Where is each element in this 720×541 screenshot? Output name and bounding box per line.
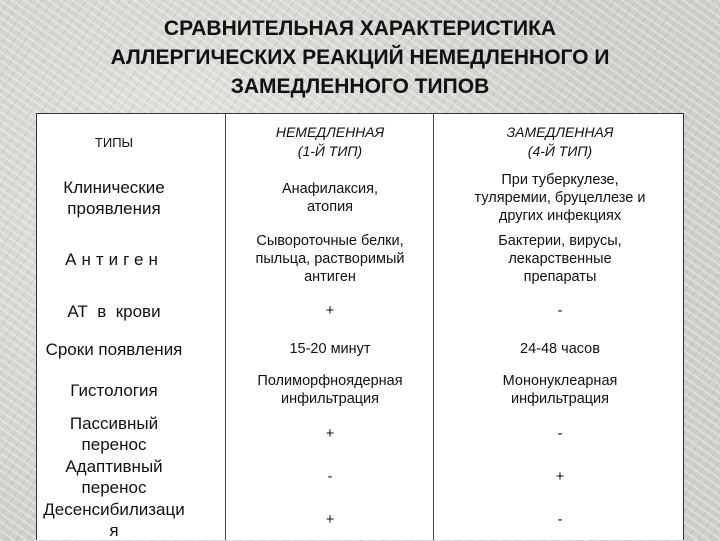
- row-label-line-1: Сроки появления: [45, 339, 183, 359]
- immediate-cell: [227, 456, 433, 498]
- row-label: [3, 498, 225, 541]
- header-delayed-line-1: ЗАМЕДЛЕННАЯ: [506, 124, 614, 140]
- table-row: [37, 170, 683, 226]
- immediate-line-2: пыльца, растворимый: [255, 251, 405, 267]
- delayed-line-1: Мононуклеарная: [502, 373, 618, 389]
- row-label: [3, 368, 225, 412]
- immediate-line-3: антиген: [304, 269, 356, 285]
- immediate-cell: [227, 368, 433, 412]
- comparison-table: [36, 113, 684, 540]
- title-line-1: СРАВНИТЕЛЬНАЯ ХАРАКТЕРИСТИКА: [163, 17, 557, 40]
- immediate-line-1: -: [327, 469, 333, 485]
- title-line-2: АЛЛЕРГИЧЕСКИХ РЕАКЦИЙ НЕМЕДЛЕННОГО И: [110, 46, 610, 69]
- delayed-line-1: -: [557, 303, 563, 319]
- row-label-line-1: Адаптивный: [65, 457, 163, 476]
- table-row: [37, 368, 683, 412]
- delayed-line-1: -: [557, 426, 563, 442]
- row-label: [3, 330, 225, 368]
- delayed-line-1: 24-48 часов: [520, 341, 600, 357]
- table-row: [37, 292, 683, 330]
- delayed-line-2: лекарственные: [508, 251, 612, 267]
- row-label: [3, 292, 225, 330]
- delayed-cell: [435, 292, 685, 330]
- header-immediate-line-1: НЕМЕДЛЕННАЯ: [275, 124, 385, 140]
- immediate-line-1: +: [325, 303, 335, 319]
- immediate-line-1: +: [325, 426, 335, 442]
- header-delayed: [435, 114, 685, 170]
- delayed-line-1: Бактерии, вирусы,: [498, 233, 622, 249]
- row-label: [3, 456, 225, 498]
- delayed-line-2: туляремии, бруцеллезе и: [474, 190, 646, 206]
- immediate-cell: [227, 412, 433, 456]
- immediate-line-1: 15-20 минут: [289, 341, 371, 357]
- immediate-line-1: Сывороточные белки,: [256, 233, 404, 249]
- delayed-cell: [435, 226, 685, 292]
- table-row: [37, 226, 683, 292]
- row-label-line-1: Пассивный: [69, 414, 159, 433]
- delayed-line-1: +: [555, 469, 565, 485]
- row-label-line-2: проявления: [67, 199, 161, 218]
- row-label-line-1: Десенсибилизаци: [43, 499, 185, 519]
- immediate-line-1: Полиморфноядерная: [257, 373, 403, 389]
- delayed-line-2: инфильтрация: [510, 391, 610, 407]
- delayed-cell: [435, 498, 685, 541]
- delayed-line-1: При туберкулезе,: [501, 172, 619, 188]
- header-types-label: ТИПЫ: [94, 134, 134, 150]
- table-row: [37, 330, 683, 368]
- delayed-cell: [435, 330, 685, 368]
- immediate-line-2: инфильтрация: [280, 391, 380, 407]
- immediate-cell: [227, 170, 433, 226]
- row-label-line-1: Гистология: [70, 380, 158, 400]
- row-label-line-2: перенос: [81, 478, 147, 497]
- immediate-line-1: +: [325, 511, 335, 528]
- slide-title: [20, 14, 700, 101]
- table-row: [37, 412, 683, 456]
- delayed-cell: [435, 170, 685, 226]
- title-line-3: ЗАМЕДЛЕННОГО ТИПОВ: [230, 75, 490, 98]
- delayed-cell: [435, 456, 685, 498]
- immediate-cell: [227, 292, 433, 330]
- table-header-row: [37, 114, 683, 170]
- immediate-line-1: Анафилаксия,: [281, 181, 379, 197]
- header-immediate: [227, 114, 433, 170]
- row-label-line-1: АТ в крови: [67, 301, 161, 321]
- delayed-cell: [435, 368, 685, 412]
- row-label-line-2: перенос: [81, 435, 147, 454]
- immediate-cell: [227, 498, 433, 541]
- header-delayed-line-2: (4-Й ТИП): [527, 143, 593, 159]
- delayed-cell: [435, 412, 685, 456]
- table-row: [37, 456, 683, 498]
- header-types: [3, 114, 225, 170]
- immediate-line-2: атопия: [306, 199, 354, 215]
- row-label: [3, 412, 225, 456]
- immediate-cell: [227, 330, 433, 368]
- table-row: [37, 498, 683, 541]
- row-label-line-1: Клинические: [63, 178, 165, 197]
- header-immediate-line-2: (1-Й ТИП): [297, 143, 363, 159]
- row-label: [3, 226, 225, 292]
- row-label-line-1: Антиген: [65, 249, 163, 269]
- immediate-cell: [227, 226, 433, 292]
- row-label-line-2: я: [109, 520, 119, 540]
- delayed-line-3: других инфекциях: [498, 208, 622, 224]
- row-label: [3, 170, 225, 226]
- delayed-line-3: препараты: [523, 269, 597, 285]
- delayed-line-1: -: [557, 511, 563, 528]
